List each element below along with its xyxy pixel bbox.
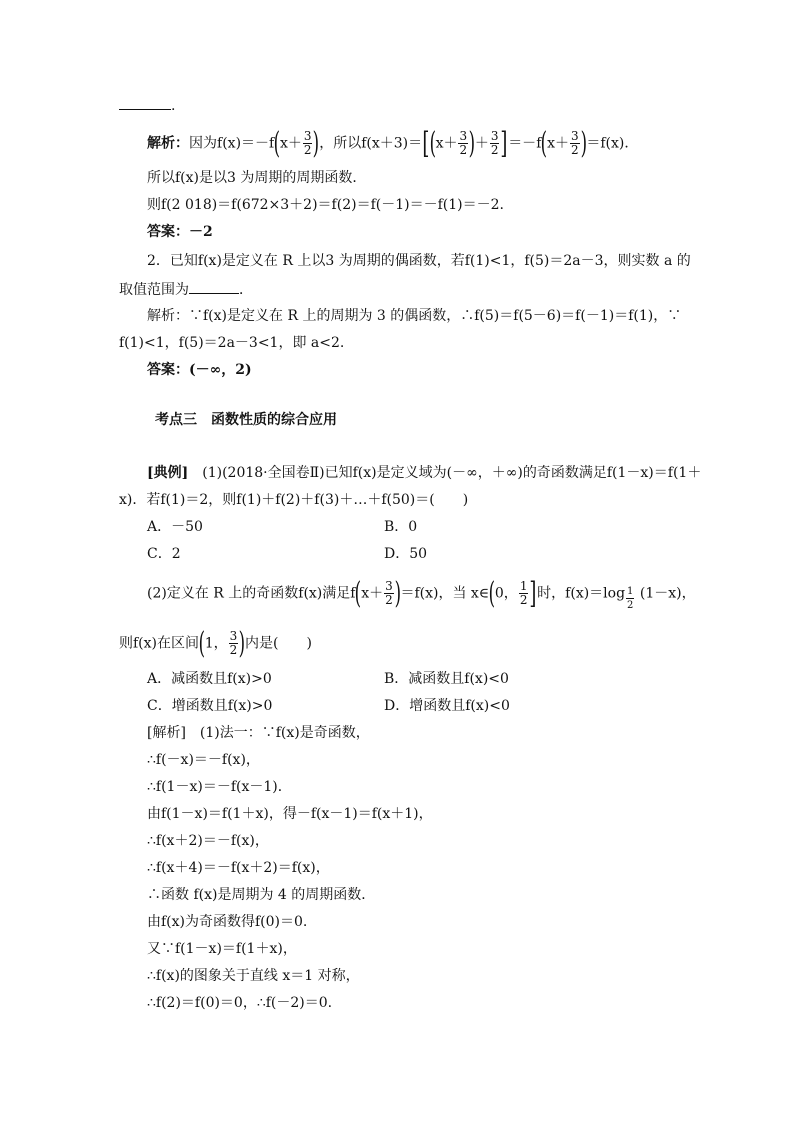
section-title: 考点三 函数性质的综合应用 <box>155 412 337 428</box>
calc-statement: 则f(2 018)＝f(672×3＋2)＝f(2)＝f(－1)＝－f(1)＝－2. <box>147 197 504 213</box>
option-2b: B．减函数且f(x)<0 <box>384 671 509 687</box>
solution-label: 解析： <box>147 135 189 152</box>
answer-2: 答案：(－∞，2) <box>147 362 252 378</box>
example-2-line-1: (2)定义在 R 上的奇函数f(x)满足f(x＋ $\frac{3}{2}$ )＝f(x)，当 x∈(0， $\frac{1}{2}$ ]时，f(x)＝log $\frac{1}{2}$ (1－x)， <box>147 575 696 611</box>
option-b: B．0 <box>384 519 418 535</box>
example-line-2: x)．若f(1)＝2，则f(1)＋f(2)＋f(3)＋…＋f(50)＝( ) <box>119 492 469 508</box>
option-row-1 <box>147 517 203 537</box>
option-2c: C．增函数且f(x)>0 <box>147 698 273 714</box>
example-tag: [典例] <box>147 465 189 481</box>
example-line-1: [典例] (1)(2018·全国卷Ⅱ)已知f(x)是定义域为(－∞，＋∞)的奇函数满足f(1－x)＝f(1＋ <box>147 465 702 481</box>
example-2-line-2: 则f(x)在区间(1， $\frac{3}{2}$ )内是( ) <box>119 625 312 661</box>
analysis-line: ∴f(x)的图象关于直线 x＝1 对称， <box>147 968 360 984</box>
analysis-line: 又∵f(1－x)＝f(1＋x)， <box>147 941 297 957</box>
analysis-line: ∴f(1－x)＝－f(x－1)． <box>147 779 292 795</box>
option-a: A．－50 <box>147 519 203 535</box>
analysis-line: ∴f(－x)＝－f(x)， <box>147 752 260 768</box>
analysis-line: 由f(x)为奇函数得f(0)＝0. <box>147 914 308 930</box>
analysis-line: ∴f(x＋4)＝－f(x＋2)＝f(x)， <box>147 860 330 876</box>
question-2-line-1: 2．已知f(x)是定义在 R 上以3 为周期的偶函数，若f(1)<1，f(5)＝2a－3，则实数 a 的 <box>147 253 691 269</box>
analysis-line: ∴f(2)＝f(0)＝0，∴f(－2)＝0. <box>147 995 333 1011</box>
blank-underline <box>189 279 239 294</box>
period-statement: 所以f(x)是以3 为周期的周期函数． <box>147 170 367 186</box>
fraction-3-2: $\frac{3}{2}$ <box>303 129 312 157</box>
answer-1: 答案：－2 <box>147 224 213 240</box>
analysis-line: 由f(1－x)＝f(1＋x)，得－f(x－1)＝f(x＋1)， <box>147 806 433 822</box>
solution-1-line: 解析：因为f(x)＝－f(x＋ $\frac{3}{2}$ )，所以f(x＋3)＝[(x＋ $\frac{3}{2}$ )＋ $\frac{3}{2}$ ]＝－f(x＋ $\frac{3}{2}$ )＝f(x)． <box>147 125 639 161</box>
analysis-line: [解析] (1)法一：∵f(x)是奇函数， <box>147 725 370 741</box>
analysis-line: ∴f(x＋2)＝－f(x)， <box>147 833 269 849</box>
option-d: D．50 <box>384 546 428 562</box>
analysis-line: ∴函数 f(x)是周期为 4 的周期函数． <box>147 887 376 903</box>
option-c: C．2 <box>147 546 181 562</box>
answer-blank-line: . <box>119 95 175 116</box>
blank-underline <box>119 95 171 110</box>
option-2d: D．增函数且f(x)<0 <box>384 698 510 714</box>
solution-2-line-2: f(1)<1，f(5)＝2a－3<1，即 a<2. <box>119 335 345 351</box>
question-2-line-2: 取值范围为 ． <box>119 279 253 300</box>
solution-2-line-1: 解析：∵f(x)是定义在 R 上的周期为 3 的偶函数，∴f(5)＝f(5－6)＝f(－1)＝f(1)，∵ <box>147 308 682 324</box>
option-2a: A．减函数且f(x)>0 <box>147 671 272 687</box>
